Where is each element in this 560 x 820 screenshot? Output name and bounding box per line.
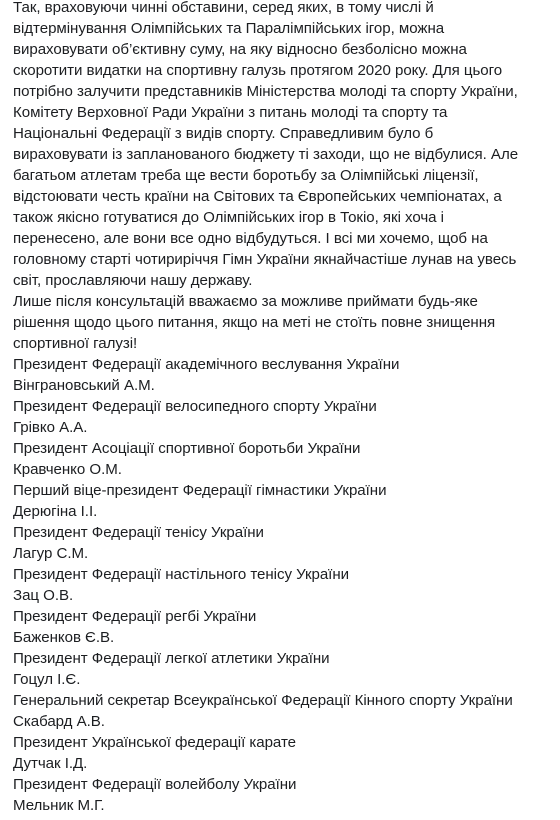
signatory-name: Скабард А.В. [13, 713, 105, 730]
signatory [13, 396, 548, 438]
text-line: потрібно залучити представників Міністерства молоді та спорту України, [13, 83, 518, 100]
signatory [13, 606, 548, 648]
text-line: світ, прославляючи нашу державу. [13, 272, 253, 289]
signatory-title: Президент Федерації настільного тенісу України [13, 566, 349, 583]
paragraph-budget-proposal [13, 0, 548, 291]
text-line: Комітету Верховної Ради України з питань молоді та спорту та [13, 104, 448, 121]
signatory-title: Генеральний секретар Всеукраїнської Федерації Кінного спорту України [13, 692, 513, 709]
signatory-name: Баженков Є.В. [13, 629, 115, 646]
signatory [13, 438, 548, 480]
signatory-title: Перший віце-президент Федерації гімнастики України [13, 482, 387, 499]
signatory-title: Президент Федерації легкої атлетики України [13, 650, 330, 667]
signatory-title: Президент Федерації велосипедного спорту України [13, 398, 377, 415]
text-line: головному старті чотириріччя Гімн України якнайчастіше лунав на увесь [13, 251, 517, 268]
signatory-title: Президент Асоціації спортивної боротьби України [13, 440, 361, 457]
signatory-title: Президент Федерації регбі України [13, 608, 257, 625]
signatory [13, 354, 548, 396]
text-line: багатьом атлетам треба ще вести боротьбу за Олімпійські ліцензії, [13, 167, 479, 184]
paragraph-consultation [13, 291, 548, 354]
signatory-title: Президент Української федерації карате [13, 734, 296, 751]
text-line: відтермінування Олімпійських та Паралімпійських ігор, можна [13, 20, 445, 37]
signatory [13, 732, 548, 774]
text-line: перенесено, але вони все одно відбудуться. І всі ми хочемо, щоб на [13, 230, 488, 247]
post-body [13, 0, 548, 816]
signatory [13, 522, 548, 564]
signatory [13, 480, 548, 522]
signatory-name: Мельник М.Г. [13, 797, 105, 814]
text-line: Лише після консультацій вважаємо за можливе приймати будь-яке [13, 293, 478, 310]
signatory [13, 648, 548, 690]
text-line: Так, враховуючи чинні обставини, серед яких, в тому числі й [13, 0, 434, 16]
signatory-name: Вінграновський А.М. [13, 377, 155, 394]
text-line: вираховувати об’єктивну суму, на яку відносно безболісно можна [13, 41, 467, 58]
text-line: спортивної галузі! [13, 335, 138, 352]
signatory [13, 564, 548, 606]
signatory-title: Президент Федерації тенісу України [13, 524, 264, 541]
signatories-list [13, 354, 548, 816]
signatory-name: Гоцул І.Є. [13, 671, 81, 688]
text-line: також якісно готуватися до Олімпійських ігор в Токіо, які хоча і [13, 209, 444, 226]
text-line: Національні Федерації з видів спорту. Справедливим було б [13, 125, 434, 142]
text-line: скоротити видатки на спортивну галузь протягом 2020 року. Для цього [13, 62, 503, 79]
signatory-title: Президент Федерації академічного веслування України [13, 356, 400, 373]
text-line: вираховувати із запланованого бюджету ті заходи, що не відбулися. Але [13, 146, 519, 163]
signatory [13, 690, 548, 732]
signatory-name: Зац О.В. [13, 587, 74, 604]
signatory-name: Дерюгіна І.І. [13, 503, 98, 520]
signatory-name: Кравченко О.М. [13, 461, 122, 478]
signatory-name: Дутчак І.Д. [13, 755, 88, 772]
signatory-name: Грівко А.А. [13, 419, 88, 436]
signatory-title: Президент Федерації волейболу України [13, 776, 297, 793]
signatory-name: Лагур С.М. [13, 545, 89, 562]
text-line: рішення щодо цього питання, якщо на меті не стоїть повне знищення [13, 314, 496, 331]
text-line: відстоювати честь країни на Світових та Європейських чемпіонатах, а [13, 188, 502, 205]
signatory [13, 774, 548, 816]
